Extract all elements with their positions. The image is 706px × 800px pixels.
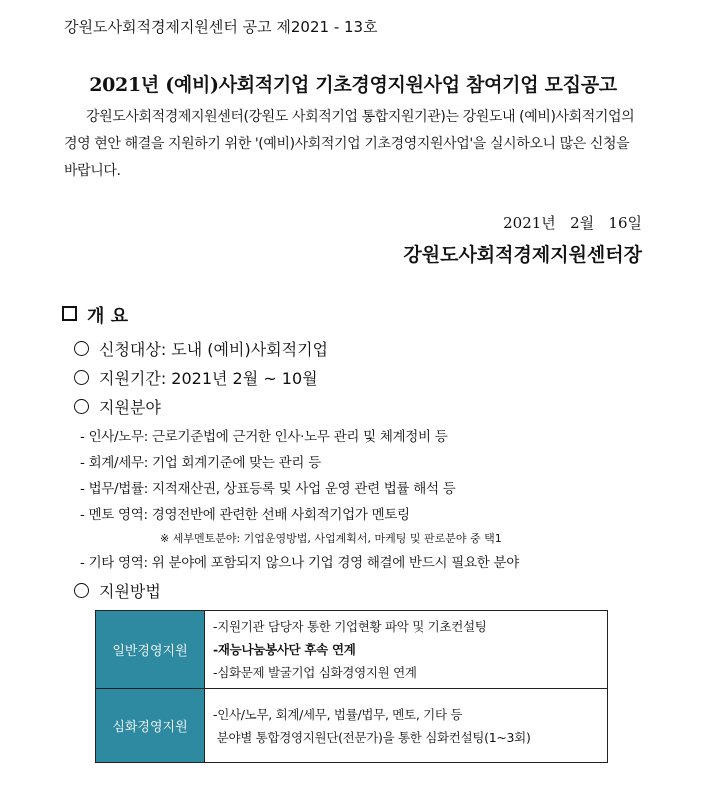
general-support-label: 일반경영지원 — [96, 611, 205, 689]
section-heading-text: 개 요 — [87, 306, 129, 327]
page-title: 2021년 (예비)사회적기업 기초경영지원사업 참여기업 모집공고 — [89, 74, 617, 96]
table-row — [96, 689, 608, 763]
intensive-line-1: -인사/노무, 회계/세무, 법률/법무, 멘토, 기타 등 — [213, 706, 463, 722]
notice-number: 강원도사회적경제지원센터 공고 제2021 - 13호 — [64, 18, 378, 36]
intensive-line-2: 분야별 통합경영지원단(전문가)을 통한 심화컨설팅(1~3회) — [213, 729, 531, 745]
circle-bullet-icon — [74, 399, 89, 414]
field-item: - 멘토 영역: 경영전반에 관련한 선배 사회적기업가 멘토링 — [80, 507, 410, 523]
field-heading-text: 지원분야 — [99, 398, 161, 417]
checkbox-square-icon — [62, 306, 77, 321]
field-item: - 인사/노무: 근로기준법에 근거한 인사·노무 관리 및 체계정비 등 — [80, 429, 448, 445]
intensive-support-content — [205, 689, 608, 763]
method-heading-item — [74, 579, 161, 602]
field-heading-item — [74, 395, 161, 418]
intro-paragraph: 강원도사회적경제지원센터(강원도 사회적기업 통합지원기관)는 강원도내 (예비)사회적기업의 경영 현안 해결을 지원하기 위한 '(예비)사회적기업 기초경영지원사업'을 실시하오니 많은 신청을 바랍니다. — [64, 109, 635, 179]
intensive-support-label: 심화경영지원 — [96, 689, 205, 763]
support-method-table — [95, 610, 608, 763]
field-item: - 법무/법률: 지적재산권, 상표등록 및 사업 운영 관련 법률 해석 등 — [80, 481, 456, 497]
mentor-note: ※ 세부멘토분야: 기업운영방법, 사업계획서, 마케팅 및 판로분야 중 택1 — [160, 532, 502, 545]
general-line-1: -지원기관 담당자 통한 기업현황 파악 및 기초컨설팅 — [213, 619, 487, 634]
general-support-content — [205, 611, 608, 689]
period-item — [74, 366, 318, 389]
circle-bullet-icon — [74, 370, 89, 385]
field-item: - 회계/세무: 기업 회계기준에 맞는 관리 등 — [80, 455, 321, 471]
target-text: 신청대상: 도내 (예비)사회적기업 — [99, 340, 328, 359]
general-line-2: -재능나눔봉사단 후속 연계 — [213, 642, 356, 657]
target-item — [74, 337, 328, 360]
notice-date: 2021년 2월 16일 — [503, 214, 642, 232]
period-text: 지원기간: 2021년 2월 ~ 10월 — [99, 369, 318, 388]
section-overview-heading — [62, 302, 128, 328]
circle-bullet-icon — [74, 341, 89, 356]
circle-bullet-icon — [74, 583, 89, 598]
general-line-3: -심화문제 발굴기업 심화경영지원 연계 — [213, 665, 417, 680]
field-item: - 기타 영역: 위 분야에 포함되지 않으나 기업 경영 해결에 반드시 필요한 분야 — [80, 555, 519, 571]
method-heading-text: 지원방법 — [99, 582, 161, 601]
issuer: 강원도사회적경제지원센터장 — [403, 244, 642, 266]
table-row — [96, 611, 608, 689]
